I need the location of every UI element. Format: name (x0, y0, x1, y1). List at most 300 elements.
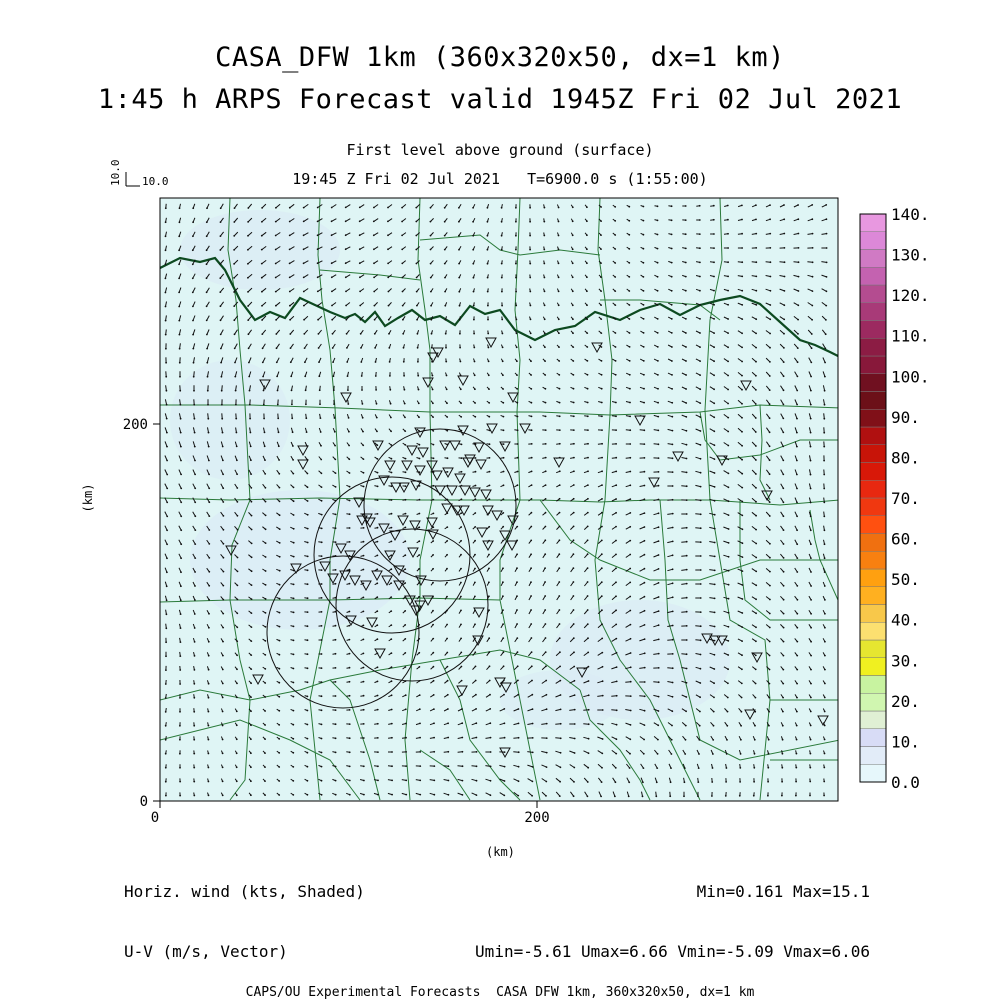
wind-vector-head (616, 652, 618, 654)
wind-vector-head (670, 781, 672, 783)
wind-vector-head (501, 319, 503, 321)
wind-vector-head (262, 376, 264, 378)
wind-vector-head (798, 261, 800, 263)
wind-vector-head (518, 723, 520, 725)
wind-vector-head (741, 247, 743, 249)
wind-vector-head (658, 485, 660, 487)
wind-vector-head (727, 389, 729, 391)
wind-vector-head (588, 680, 590, 682)
wind-vector-head (321, 681, 323, 683)
wind-vector-head (601, 470, 603, 472)
wind-vector-head (444, 249, 446, 251)
wind-vector-head (321, 597, 323, 599)
wind-vector-head (586, 276, 588, 278)
wind-vector-head (433, 708, 435, 710)
wind-vector-head (587, 457, 589, 459)
wind-vector-head (206, 334, 208, 336)
wind-vector-head (387, 248, 389, 250)
wind-vector-head (391, 680, 393, 682)
wind-vector-head (644, 610, 646, 612)
wind-vector-head (629, 484, 631, 486)
wind-vector-head (629, 498, 631, 500)
wind-vector-head (333, 389, 335, 391)
wind-vector-head (460, 638, 462, 640)
wind-vector-head (194, 543, 196, 545)
wind-vector-head (628, 781, 630, 783)
wind-vector-head (237, 529, 239, 531)
wind-vector-head (237, 571, 239, 573)
wind-vector-head (517, 416, 519, 418)
wind-vector-head (264, 473, 266, 475)
wind-vector-head (207, 376, 209, 378)
wind-vector-head (530, 346, 532, 348)
wind-vector-head (418, 416, 420, 418)
wind-vector-head (178, 249, 180, 251)
wind-vector-head (783, 543, 785, 545)
wind-vector-head (699, 318, 701, 320)
wind-vector-head (307, 639, 309, 641)
wind-vector-head (320, 417, 322, 419)
wind-vector-head (699, 332, 701, 334)
wind-vector-head (587, 595, 589, 597)
wind-vector-head (629, 568, 631, 570)
wind-vector-head (823, 781, 825, 783)
wind-vector-head (781, 795, 783, 797)
wind-vector-head (742, 542, 744, 544)
wind-vector-head (447, 751, 449, 753)
wind-vector-head (165, 725, 167, 727)
wind-vector-head (530, 553, 532, 555)
wind-vector-head (713, 725, 715, 727)
wind-vector-head (713, 416, 715, 418)
wind-vector-head (193, 362, 195, 364)
wind-vector-head (686, 682, 688, 684)
wind-vector-head (798, 233, 800, 235)
wind-vector-head (194, 446, 196, 448)
wind-vector-head (672, 568, 674, 570)
wind-vector-head (222, 432, 224, 434)
wind-vector-head (234, 376, 236, 378)
wind-vector-head (558, 581, 560, 583)
wind-vector-head (686, 639, 688, 641)
wind-vector-head (475, 498, 477, 500)
wind-vector-head (825, 348, 827, 350)
wind-vector-head (754, 739, 756, 741)
wind-vector-head (250, 738, 252, 740)
wind-vector-head (460, 596, 462, 598)
color-bar-swatch (860, 445, 886, 463)
wind-vector-head (208, 795, 210, 797)
wind-vector-head (335, 780, 337, 782)
wind-vector-head (516, 553, 518, 555)
wind-vector-head (446, 375, 448, 377)
wind-vector-head (741, 332, 743, 334)
wind-vector-head (531, 795, 533, 797)
wind-vector-head (317, 305, 319, 307)
wind-vector-head (574, 752, 576, 754)
wind-vector-head (560, 737, 562, 739)
wind-vector-head (458, 291, 460, 293)
wind-vector-head (405, 737, 407, 739)
wind-vector-head (275, 221, 277, 223)
wind-vector-head (264, 710, 266, 712)
wind-vector-head (346, 347, 348, 349)
wind-vector-head (658, 499, 660, 501)
wind-vector-head (700, 430, 702, 432)
wind-vector-head (755, 584, 757, 586)
wind-vector-head (658, 653, 660, 655)
wind-vector-head (824, 697, 826, 699)
wind-vector-head (473, 319, 475, 321)
wind-vector-head (572, 332, 574, 334)
wind-vector-head (165, 655, 167, 657)
wind-vector-head (206, 263, 208, 265)
wind-vector-head (391, 780, 393, 782)
wind-vector-head (375, 375, 377, 377)
wind-vector-head (307, 625, 309, 627)
wind-vector-head (178, 306, 180, 308)
wind-vector-head (165, 362, 167, 364)
wind-vector-head (278, 696, 280, 698)
wind-vector-head (824, 571, 826, 573)
wind-vector-head (518, 766, 520, 768)
wind-vector-head (544, 305, 546, 307)
wind-vector-head (810, 739, 812, 741)
color-bar-label: 100. (891, 367, 930, 387)
wind-vector-head (276, 361, 278, 363)
wind-vector-head (221, 376, 223, 378)
wind-vector-head (686, 527, 688, 529)
wind-vector-head (753, 781, 755, 783)
wind-vector-head (825, 319, 827, 321)
wind-vector-head (616, 695, 618, 697)
wind-vector-head (222, 627, 224, 629)
wind-vector-head (558, 277, 560, 279)
wind-vector-head (349, 639, 351, 641)
wind-vector-head (275, 263, 277, 265)
wind-vector-head (237, 585, 239, 587)
wind-vector-head (347, 375, 349, 377)
wind-vector-head (531, 680, 533, 682)
wind-vector-head (629, 318, 631, 320)
wind-vector-head (516, 402, 518, 404)
wind-vector-head (264, 445, 266, 447)
wind-vector-head (444, 305, 446, 307)
wind-vector-head (714, 528, 716, 530)
wind-vector-head (755, 571, 757, 573)
wind-vector-head (741, 711, 743, 713)
wind-vector-head (671, 388, 673, 390)
wind-vector-head (303, 234, 305, 236)
wind-vector-head (699, 276, 701, 278)
x-axis-label: (km) (486, 845, 515, 859)
wind-vector-head (419, 694, 421, 696)
wind-vector-head (293, 598, 295, 600)
wind-vector-head (518, 737, 520, 739)
wind-vector-head (377, 709, 379, 711)
wind-vector-head (810, 376, 812, 378)
wind-vector-head (700, 668, 702, 670)
wind-vector-head (545, 526, 547, 528)
wind-vector-head (824, 739, 826, 741)
wind-vector-head (502, 512, 504, 514)
wind-vector-head (810, 502, 812, 504)
wind-vector-head (544, 567, 546, 569)
wind-vector-head (349, 751, 351, 753)
wind-vector-head (307, 653, 309, 655)
wind-vector-head (686, 569, 688, 571)
wind-vector-head (487, 249, 489, 251)
wind-vector-head (404, 610, 406, 612)
wind-vector-head (796, 404, 798, 406)
wind-vector-head (403, 375, 405, 377)
wind-vector-head (616, 738, 618, 740)
wind-vector-head (574, 709, 576, 711)
wind-vector-head (165, 263, 167, 265)
wind-vector-head (810, 446, 812, 448)
wind-vector-head (699, 262, 701, 264)
wind-vector-head (643, 332, 645, 334)
wind-vector-head (658, 624, 660, 626)
wind-vector-head (317, 207, 319, 209)
wind-vector-head (515, 305, 517, 307)
wind-vector-head (614, 276, 616, 278)
wind-vector-head (192, 320, 194, 322)
wind-vector-head (222, 446, 224, 448)
wind-vector-head (488, 388, 490, 390)
wind-vector-head (810, 697, 812, 699)
wind-vector-head (321, 583, 323, 585)
wind-vector-head (489, 498, 491, 500)
color-bar-swatch (860, 587, 886, 605)
wind-vector-head (726, 725, 728, 727)
wind-vector-head (628, 276, 630, 278)
wind-vector-head (699, 233, 701, 235)
wind-vector-head (335, 514, 337, 516)
wind-vector-head (303, 305, 305, 307)
wind-vector-head (798, 247, 800, 249)
wind-vector-head (418, 389, 420, 391)
wind-vector-head (672, 444, 674, 446)
wind-vector-head (179, 362, 181, 364)
wind-vector-head (727, 668, 729, 670)
wind-vector-head (572, 304, 574, 306)
wind-vector-head (713, 668, 715, 670)
wind-vector-head (502, 360, 504, 362)
wind-vector-head (644, 471, 646, 473)
wind-vector-head (741, 501, 743, 503)
wind-vector-head (363, 653, 365, 655)
wind-vector-head (250, 724, 252, 726)
wind-vector-head (279, 570, 281, 572)
wind-vector-head (391, 458, 393, 460)
wind-vector-head (448, 780, 450, 782)
wind-vector-head (685, 276, 687, 278)
wind-vector-head (685, 374, 687, 376)
wind-vector-head (405, 666, 407, 668)
wind-vector-head (573, 402, 575, 404)
wind-vector-head (516, 388, 518, 390)
wind-vector-head (657, 416, 659, 418)
wind-vector-head (321, 611, 323, 613)
wind-vector-head (345, 305, 347, 307)
wind-vector-head (349, 794, 351, 796)
wind-vector-head (725, 781, 727, 783)
wind-vector-head (377, 541, 379, 543)
wind-vector-head (416, 291, 418, 293)
wind-vector-head (278, 445, 280, 447)
wind-vector-head (755, 501, 757, 503)
wind-vector-head (335, 752, 337, 754)
wind-vector-head (279, 487, 281, 489)
wind-vector-head (824, 585, 826, 587)
wind-vector-head (672, 554, 674, 556)
wind-vector-head (349, 766, 351, 768)
wind-vector-head (165, 697, 167, 699)
wind-vector-head (769, 204, 771, 206)
wind-vector-head (432, 402, 434, 404)
wind-vector-head (672, 653, 674, 655)
wind-vector-head (292, 459, 294, 461)
wind-vector-head (487, 207, 489, 209)
wind-vector-head (700, 527, 702, 529)
wind-vector-head (713, 290, 715, 292)
wind-vector-head (783, 557, 785, 559)
wind-vector-head (359, 305, 361, 307)
wind-vector-head (165, 627, 167, 629)
wind-vector-head (349, 737, 351, 739)
wind-vector-head (531, 498, 533, 500)
wind-vector-head (587, 360, 589, 362)
wind-vector-head (545, 429, 547, 431)
wind-vector-head (405, 765, 407, 767)
wind-vector-head (250, 446, 252, 448)
wind-vector-head (249, 404, 251, 406)
wind-vector-head (222, 683, 224, 685)
wind-vector-head (303, 207, 305, 209)
wind-vector-head (233, 291, 235, 293)
y-tick-label: 0 (139, 794, 148, 810)
wind-vector-head (234, 348, 236, 350)
wind-vector-head (405, 527, 407, 529)
wind-vector-head (644, 596, 646, 598)
wind-vector-head (321, 752, 323, 754)
wind-vector-head (475, 457, 477, 459)
wind-vector-head (489, 694, 491, 696)
wind-vector-head (642, 781, 644, 783)
wind-vector-head (391, 765, 393, 767)
wind-vector-head (391, 527, 393, 529)
wind-vector-head (388, 319, 390, 321)
wind-vector-head (265, 528, 267, 530)
wind-vector-head (727, 697, 729, 699)
footer-credit: CAPS/OU Experimental Forecasts CASA DFW 1km, 360x320x50, dx=1 km (245, 985, 755, 1000)
wind-vector-head (431, 333, 433, 335)
wind-vector-head (600, 318, 602, 320)
wind-vector-head (349, 500, 351, 502)
wind-vector-head (264, 459, 266, 461)
wind-vector-head (194, 585, 196, 587)
wind-vector-head (250, 668, 252, 670)
wind-vector-head (697, 781, 699, 783)
wind-vector-head (502, 609, 504, 611)
wind-vector-head (643, 739, 645, 741)
wind-vector-head (359, 276, 361, 278)
wind-vector-head (741, 290, 743, 292)
wind-vector-head (529, 207, 531, 209)
wind-vector-head (179, 683, 181, 685)
wind-vector-head (657, 388, 659, 390)
wind-vector-head (601, 498, 603, 500)
wind-vector-head (741, 668, 743, 670)
wind-vector-head (307, 528, 309, 530)
wind-vector-head (531, 694, 533, 696)
wind-vector-head (700, 444, 702, 446)
wind-vector-head (728, 626, 730, 628)
wind-vector-head (474, 623, 476, 625)
wind-vector-head (726, 767, 728, 769)
wind-vector-head (769, 599, 771, 601)
wind-vector-head (293, 542, 295, 544)
wind-vector-head (530, 623, 532, 625)
wind-vector-head (250, 710, 252, 712)
wind-vector-head (503, 651, 505, 653)
wind-vector-head (233, 305, 235, 307)
wind-vector-head (600, 206, 602, 208)
wind-vector-head (460, 582, 462, 584)
wind-vector-head (727, 290, 729, 292)
wind-vector-head (601, 540, 603, 542)
wind-vector-head (600, 304, 602, 306)
wind-vector-head (781, 781, 783, 783)
wind-vector-head (810, 543, 812, 545)
wind-vector-head (402, 277, 404, 279)
wind-vector-head (433, 485, 435, 487)
wind-vector-head (810, 725, 812, 727)
wind-vector-head (416, 277, 418, 279)
wind-vector-head (558, 318, 560, 320)
wind-vector-head (373, 291, 375, 293)
wind-vector-head (826, 218, 828, 220)
wind-vector-head (261, 319, 263, 321)
wind-vector-head (543, 235, 545, 237)
wind-vector-head (727, 332, 729, 334)
wind-vector-head (545, 443, 547, 445)
wind-vector-head (741, 389, 743, 391)
wind-vector-head (825, 333, 827, 335)
wind-vector-head (165, 221, 167, 223)
wind-vector-head (405, 694, 407, 696)
wind-vector-head (824, 613, 826, 615)
wind-vector-head (304, 361, 306, 363)
wind-vector-head (292, 766, 294, 768)
wind-vector-head (374, 333, 376, 335)
wind-vector-head (279, 528, 281, 530)
wind-vector-head (166, 543, 168, 545)
wind-vector-head (601, 346, 603, 348)
wind-vector-head (447, 708, 449, 710)
wind-vector-head (390, 417, 392, 419)
wind-vector-head (349, 611, 351, 613)
wind-vector-head (546, 723, 548, 725)
wind-vector-head (474, 596, 476, 598)
wind-vector-head (321, 569, 323, 571)
wind-vector-head (363, 569, 365, 571)
wind-vector-head (208, 683, 210, 685)
wind-vector-head (515, 277, 517, 279)
wind-vector-head (502, 581, 504, 583)
wind-vector-head (415, 207, 417, 209)
